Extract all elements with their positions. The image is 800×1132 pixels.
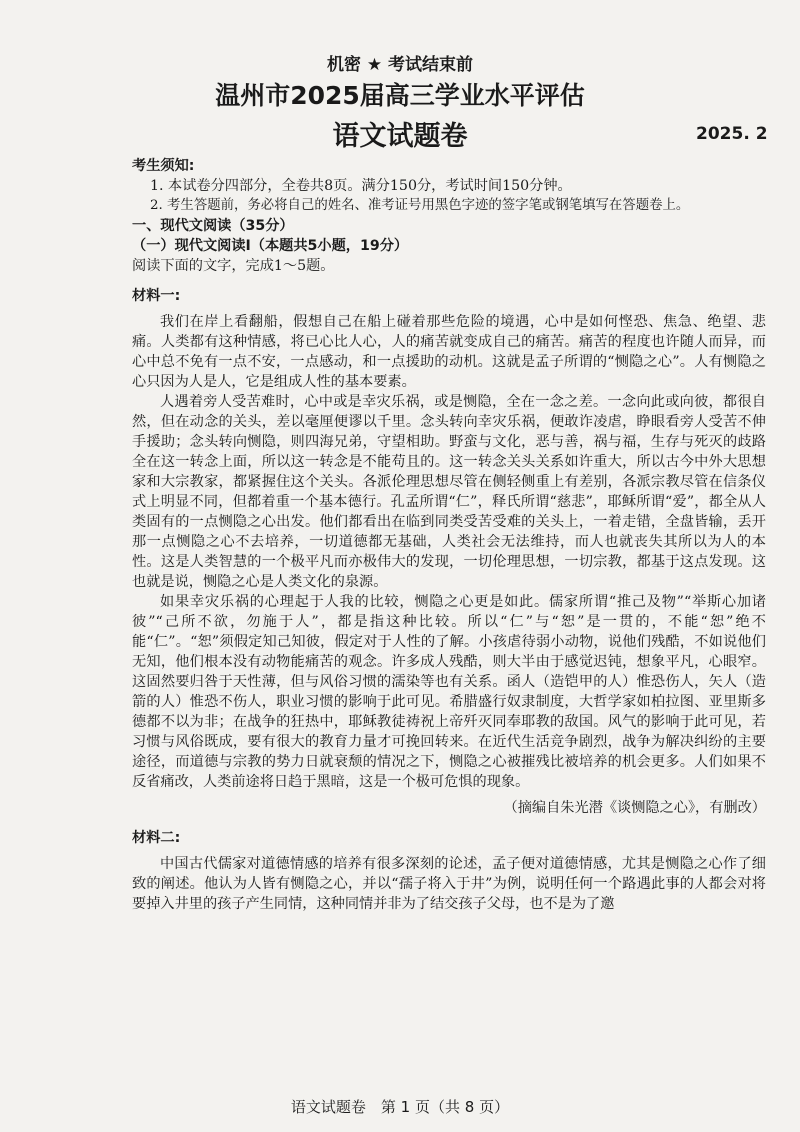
exam-title: 温州市2025届高三学业水平评估	[215, 81, 585, 110]
material-one-label: 材料一:	[132, 288, 181, 304]
confidential-label: 机密 ★ 考试结束前	[326, 55, 474, 75]
reading-instruction: 阅读下面的文字，完成1～5题。	[132, 258, 335, 274]
material-one-paragraph: 我们在岸上看翻船，假想自己在船上碰着那些危险的境遇，心中是如何悭恐、焦急、绝望、悲痛。人类都有这种情感，将已心比人心，人的痛苦就变成自己的痛苦。痛苦的程度也许随人而异，而心中总不免有一点不安，一点感动，和一点援助的动机。这就是孟子所谓的“恻隐之心”。人有恻隐之心只因为人是人，它是组成人性的基本要素。	[132, 314, 766, 390]
exam-content	[132, 156, 766, 914]
notice-title: 考生须知:	[132, 158, 195, 174]
section-title: 一、现代文阅读（35分）	[132, 218, 294, 234]
exam-subtitle: 语文试题卷	[332, 121, 468, 152]
material-one-source: （摘编自朱光潜《谈恻隐之心》，有删改）	[503, 800, 766, 816]
exam-date: 2025. 2	[696, 124, 768, 144]
notice-item: 1. 本试卷分四部分，全卷共8页。满分150分，考试时间150分钟。	[150, 178, 572, 194]
page-footer: 语文试题卷 第 1 页（共 8 页）	[290, 1098, 510, 1116]
notice-item: 2. 考生答题前，务必将自己的姓名、准考证号用黑色字迹的签字笔或钢笔填写在答题卷上。	[150, 198, 690, 213]
material-one-paragraph: 如果幸灾乐祸的心理起于人我的比较，恻隐之心更是如此。儒家所谓“推己及物”“举斯心加诸彼”“己所不欲，勿施于人”，都是指这种比较。所以“仁”与“恕”是一贯的，不能“恕”绝不能“仁”。“恕”须假定知己知彼，假定对于人性的了解。小孩虐待弱小动物，说他们残酷，不如说他们无知，他们根本没有动物能痛苦的观念。许多成人残酷，则大半由于感觉迟钝，想象平凡，心眼窄。这固然要归咎于天性薄，但与风俗习惯的濡染等也有关系。函人（造铠甲的人）惟恐伤人，矢人（造箭的人）惟恐不伤人，职业习惯的影响于此可见。希腊盛行奴隶制度，大哲学家如柏拉图、亚里斯多德都不以为非；在战争的狂热中，耶稣教徒祷祝上帝歼灭同奉耶教的敌国。风气的影响于此可见，若习惯与风俗既成，要有很大的教育力量才可挽回转来。在近代生活竞争剧烈，战争为解决纠纷的主要途径，而道德与宗教的势力日就衰颓的情况之下，恻隐之心被摧残比被培养的机会更多。人们如果不反省痛改，人类前途将日趋于黑暗，这是一个极可危惧的现象。	[132, 594, 766, 790]
subsection-title: （一）现代文阅读Ⅰ（本题共5小题，19分）	[132, 238, 409, 254]
material-one-paragraph: 人遇着旁人受苦难时，心中或是幸灾乐祸，或是恻隐，全在一念之差。一念向此或向彼，都很自然，但在动念的关头，差以毫厘便谬以千里。念头转向幸灾乐祸，便敢诈凌虐，睁眼看旁人受苦不伸手援助；念头转向恻隐，则四海兄弟，守望相助。野蛮与文化，恶与善，祸与福，生存与死灭的歧路全在这一转念上面，所以这一转念是不能苟且的。这一转念关头关系如许重大，所以古今中外大思想家和大宗教家，都紧握住这个关头。各派伦理思想尽管在侧轻侧重上有差别，各派宗教尽管在信条仪式上明显不同，但都着重一个基本德行。孔孟所谓“仁”，释氏所谓“慈悲”，耶稣所谓“爱”，都全从人类固有的一点恻隐之心出发。他们都看出在临到同类受苦受难的关头上，一着走错，全盘皆输，丢开那一点恻隐之心不去培养，一切道德都无基础，人类社会无法维持，而人也就丧失其所以为人的本性。这是人类智慧的一个极平凡而亦极伟大的发现，一切伦理思想，一切宗教，都基于这点发现。这也就是说，恻隐之心是人类文化的泉源。	[132, 394, 766, 590]
material-two-label: 材料二:	[132, 830, 181, 846]
material-two-paragraph: 中国古代儒家对道德情感的培养有很多深刻的论述，孟子便对道德情感，尤其是恻隐之心作了细致的阐述。他认为人皆有恻隐之心，并以“孺子将入于井”为例，说明任何一个路遇此事的人都会对将要掉入井里的孩子产生同情，这种同情并非为了结交孩子父母，也不是为了邀	[132, 856, 766, 912]
